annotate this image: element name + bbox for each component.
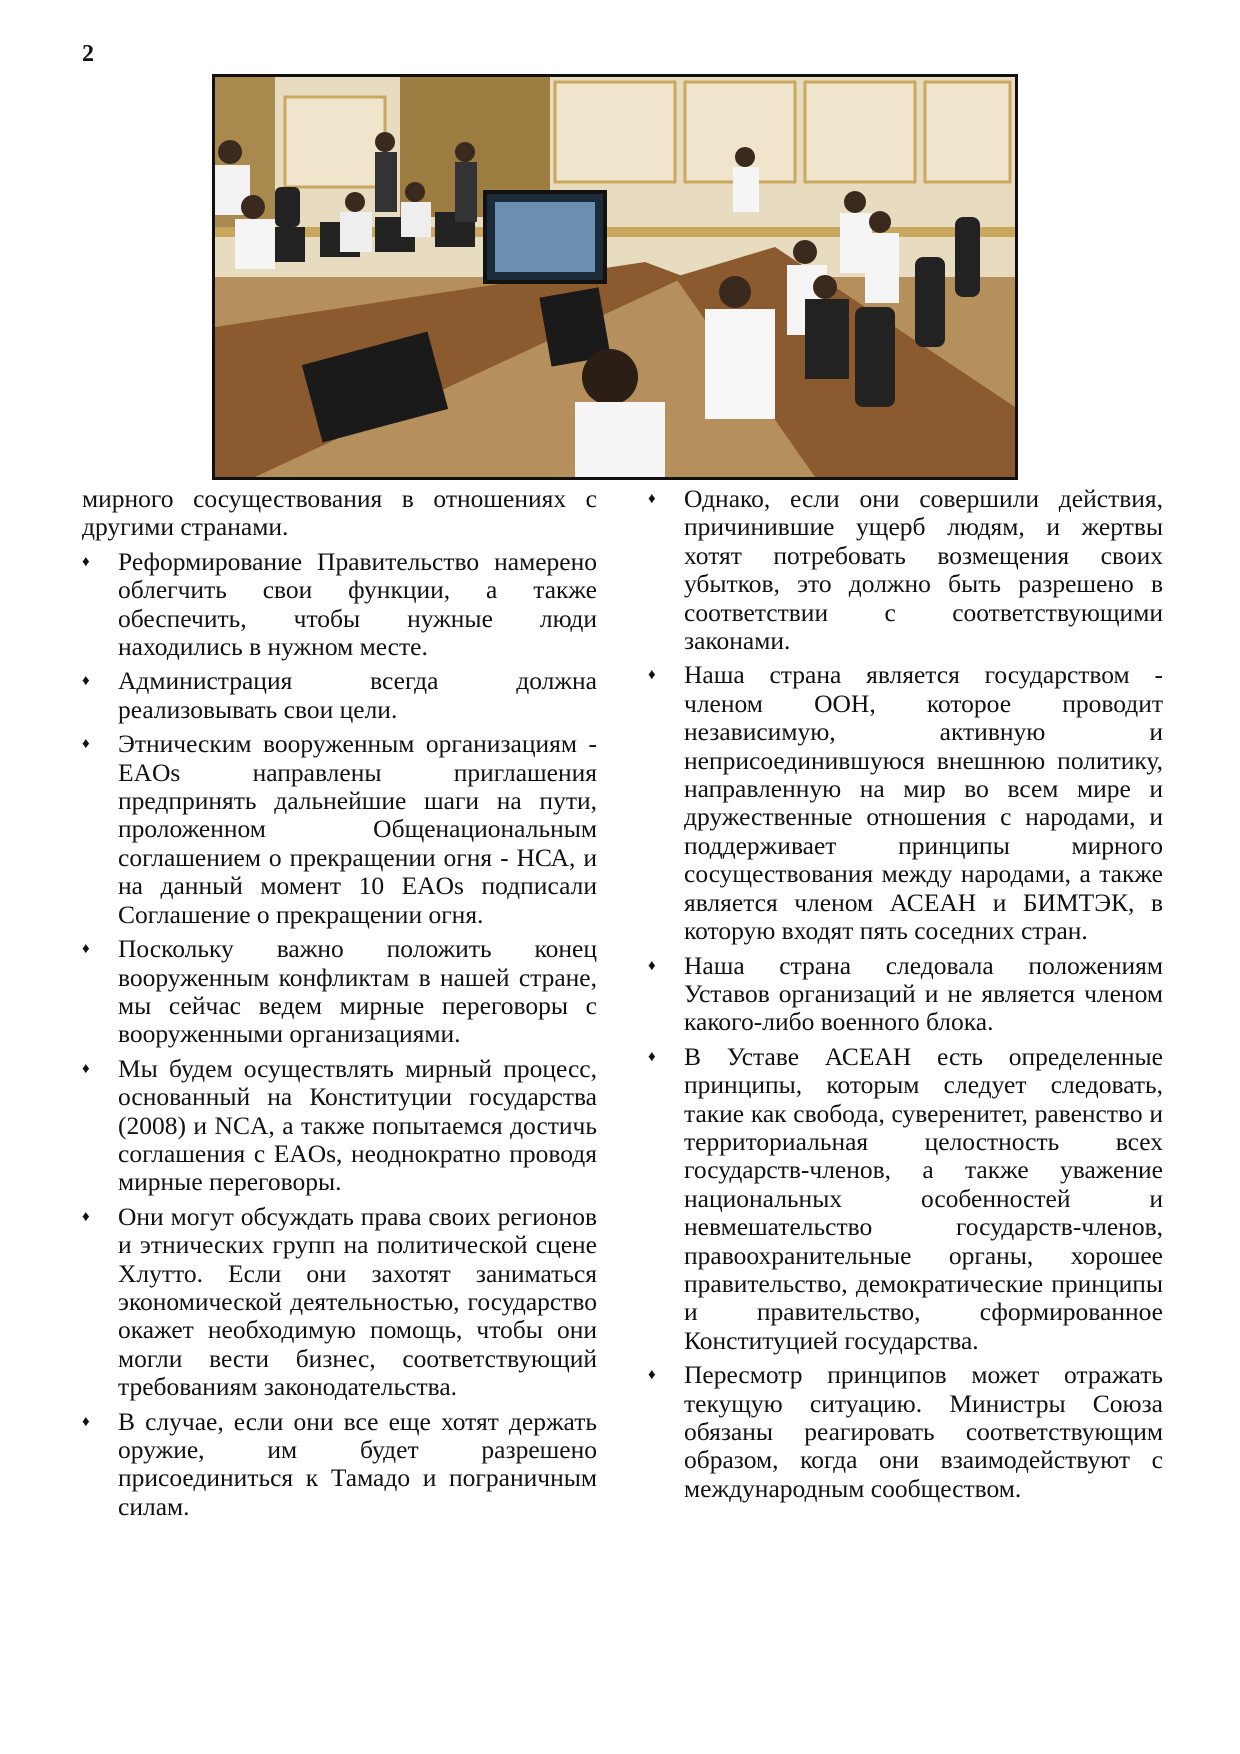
right-bullet-list <box>648 485 1163 1503</box>
continuation-paragraph: мирного сосуществования в отношениях с другими странами. <box>82 484 597 542</box>
list-item: ♦ Мы будем осуществлять мирный процесс, основанный на Конституции государства (2008) и NCA, а также попытаемся достичь соглашения с EAOs, неоднократно проводя мирные переговоры. <box>82 1053 597 1197</box>
list-item: ♦ Поскольку важно положить конец вооруженным конфликтам в нашей стране, мы сейчас ведем мирные переговоры с вооруженными организациями. <box>82 934 597 1049</box>
list-item: ♦ Наша страна следовала положениям Уставов организаций и не является членом какого-либо военного блока. <box>648 950 1163 1037</box>
diamond-bullet-icon: ♦ <box>82 736 90 753</box>
list-item: ♦ Администрация всегда должна реализовывать свои цели. <box>82 666 597 724</box>
diamond-bullet-icon: ♦ <box>648 491 656 507</box>
diamond-bullet-icon: ♦ <box>648 1048 656 1065</box>
diamond-bullet-icon: ♦ <box>82 941 90 958</box>
list-item: ♦ В случае, если они все еще хотят держать оружие, им будет разрешено присоединиться к Тамадо и пограничным силам. <box>82 1406 597 1521</box>
list-item: ♦ Реформирование Правительство намерено облегчить свои функции, а также обеспечить, чтобы нужные люди находились в нужном месте. <box>82 546 597 662</box>
diamond-bullet-icon: ♦ <box>648 957 656 974</box>
diamond-bullet-icon: ♦ <box>648 1367 656 1384</box>
right-column <box>648 485 1163 1509</box>
left-column <box>82 485 597 1527</box>
list-item: ♦ Однако, если они совершили действия, причинившие ущерб людям, и жертвы хотят потребовать возмещения своих убытков, это должно быть разрешено в соответствии с соответствующими законами. <box>648 484 1163 656</box>
list-item: ♦ В Уставе АСЕАН есть определенные принципы, которым следует следовать, такие как свобода, суверенитет, равенство и территориальная целостность всех государств-членов, а также уважение национальных особенностей и невмешательство государств-членов, правоохранительные органы, хорошее правительство, демократические принципы и правительство, сформированное Конституцией государства. <box>648 1041 1163 1355</box>
list-item: ♦ Этническим вооруженным организациям - EAOs направлены приглашения предпринять дальнейшие шаги на пути, проложенном Общенациональным соглашением о прекращении огня - НСА, и на данный момент 10 EAOs подписали Соглашение о прекращении огня. <box>82 729 597 929</box>
list-item: ♦ Наша страна является государством - членом ООН, которое проводит независимую, активную и неприсоединившуюся внешнюю политику, направленную на мир во всем мире и дружественные отношения с народами, и поддерживает принципы мирного сосуществования между народами, а также является членом АСЕАН и БИМТЭК, в которую входят пять соседних стран. <box>648 660 1163 946</box>
diamond-bullet-icon: ♦ <box>82 1060 90 1077</box>
diamond-bullet-icon: ♦ <box>648 667 656 684</box>
diamond-bullet-icon: ♦ <box>82 553 90 570</box>
list-item: ♦ Они могут обсуждать права своих регионов и этнических групп на политической сцене Хлутто. Если они захотят заниматься экономической деятельностью, государство окажет необходимую помощь, чтобы они могли вести бизнес, соответствующий требованиям законодательства. <box>82 1201 597 1402</box>
page-number: 2 <box>82 41 94 67</box>
diamond-bullet-icon: ♦ <box>82 673 90 690</box>
left-bullet-list <box>82 548 597 1521</box>
meeting-photo <box>212 74 1018 480</box>
diamond-bullet-icon: ♦ <box>82 1208 90 1225</box>
diamond-bullet-icon: ♦ <box>82 1413 90 1430</box>
list-item: ♦ Пересмотр принципов может отражать текущую ситуацию. Министры Союза обязаны реагировать соответствующим образом, когда они взаимодействуют с международным сообществом. <box>648 1360 1163 1503</box>
